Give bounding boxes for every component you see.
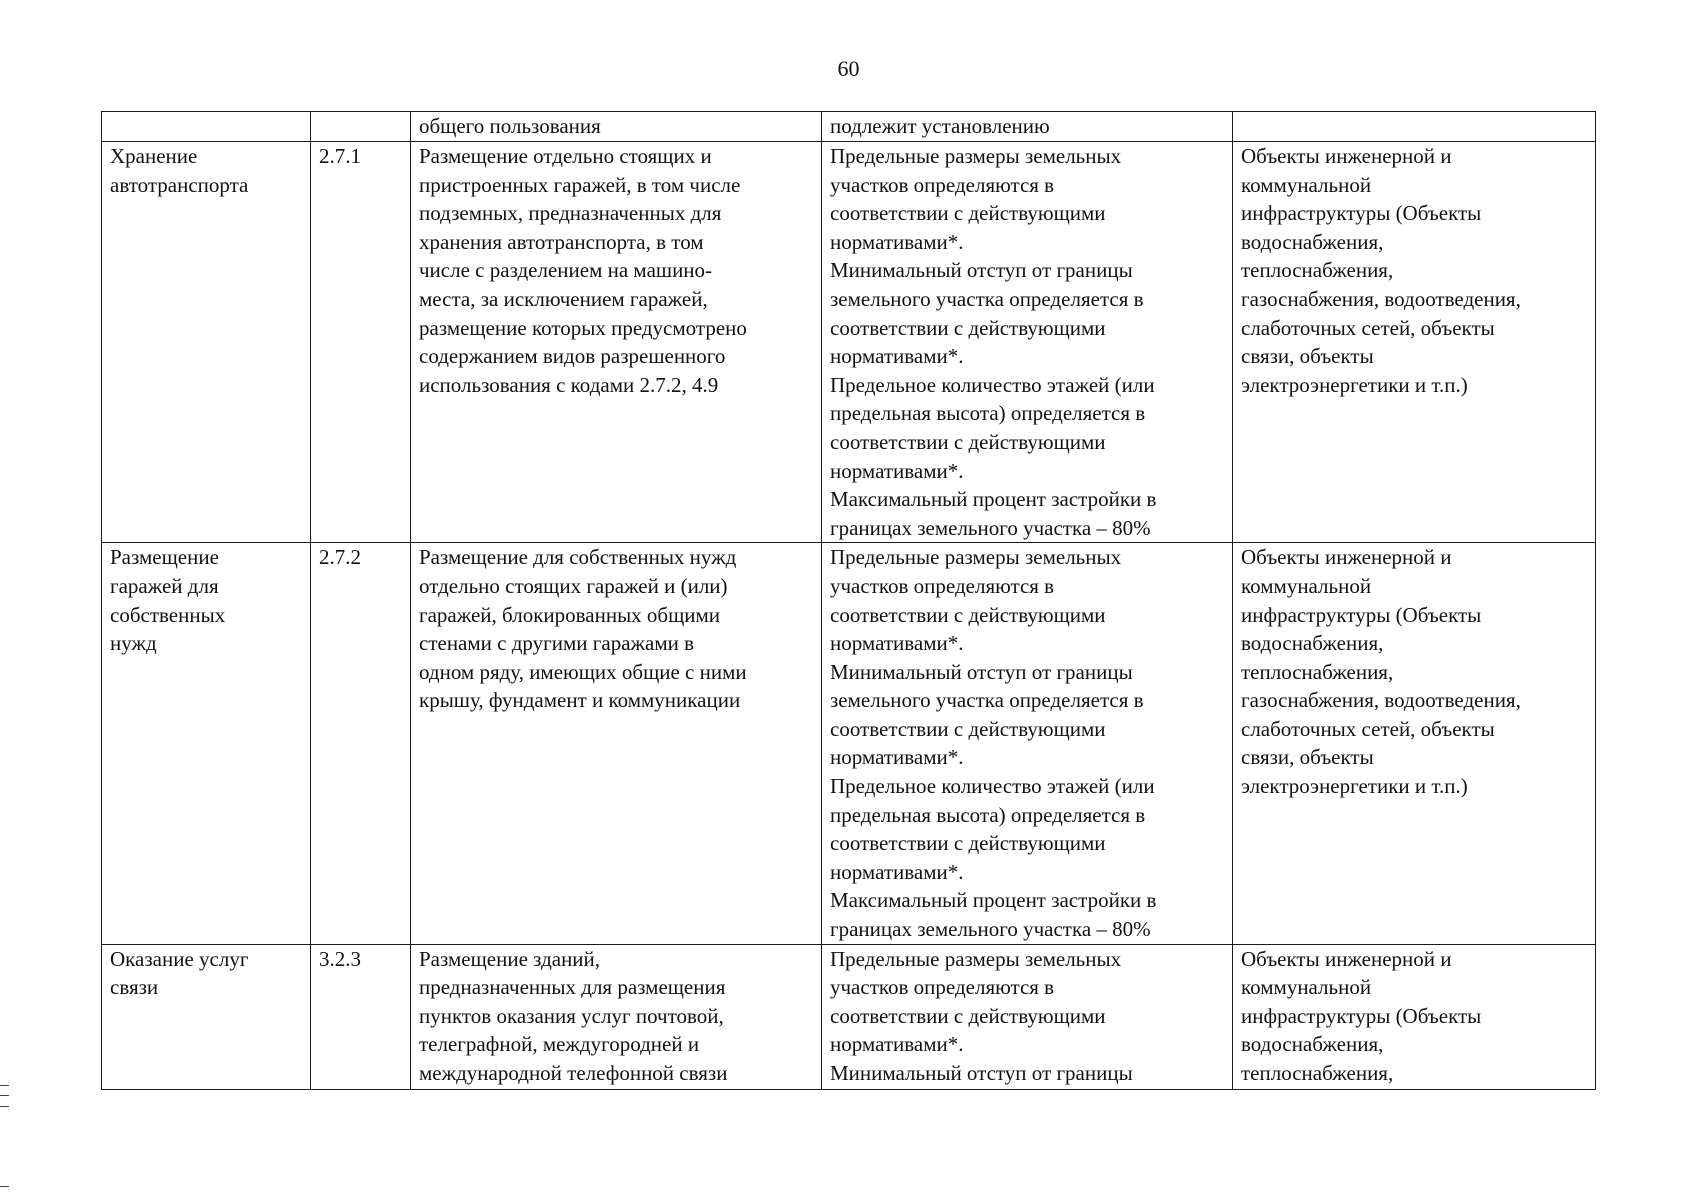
cell-name <box>102 112 311 142</box>
cell-description <box>411 543 822 944</box>
cell-parameters-text: Предельные размеры земельных участков определяются в соответствии с действующими нормативами*. Минимальный отступ от границы <box>830 946 1133 1085</box>
cell-code-text: 2.7.2 <box>319 545 361 570</box>
cell-code <box>311 944 411 1089</box>
cell-description-text: общего пользования <box>419 114 601 138</box>
cell-code <box>311 142 411 543</box>
cell-code <box>311 112 411 142</box>
cell-name-text: Размещение гаражей для собственных нужд <box>110 545 226 656</box>
cell-description-text: Размещение для собственных нужд отдельно стоящих гаражей и (или) гаражей, блокированных общими стенами с другими гаражами в одном ряду, имеющих общие с ними крышу, фундамент и коммуникации <box>419 545 747 713</box>
continuation-row <box>102 112 1596 142</box>
cell-parameters-text: Предельные размеры земельных участков определяются в соответствии с действующими нормативами*. Минимальный отступ от границы земельного участка определяется в соответствии с действующими нормативами*. Предельное количество этажей (или предельная высота) определяется в соответствии с действующими нормативами*. Максимальный процент застройки в границах земельного участка – 80% <box>830 545 1157 942</box>
cell-auxiliary <box>1233 112 1596 142</box>
cell-auxiliary-text: Объекты инженерной и коммунальной инфраструктуры (Объекты водоснабжения, теплоснабжения, газоснабжения, водоотведения, слаботочных сетей, объекты связи, объекты электроэнергетики и т.п.) <box>1241 144 1521 397</box>
cell-parameters <box>822 142 1233 543</box>
cell-auxiliary-text: Объекты инженерной и коммунальной инфраструктуры (Объекты водоснабжения, теплоснабжения, газоснабжения, водоотведения, слаботочных сетей, объекты связи, объекты электроэнергетики и т.п.) <box>1241 545 1521 799</box>
cell-description <box>411 142 822 543</box>
table-row <box>102 142 1596 543</box>
cell-parameters <box>822 944 1233 1089</box>
cell-name <box>102 543 311 944</box>
cell-auxiliary-text: Объекты инженерной и коммунальной инфраструктуры (Объекты водоснабжения, теплоснабжения, <box>1241 946 1482 1085</box>
page-number: 60 <box>837 56 860 81</box>
land-use-table <box>101 111 1596 1090</box>
cell-parameters <box>822 543 1233 944</box>
cell-description-text: Размещение зданий, предназначенных для размещения пунктов оказания услуг почтовой, телеграфной, междугородней и международной телефонной связи <box>419 946 728 1085</box>
cell-name <box>102 944 311 1089</box>
cell-code-text: 3.2.3 <box>319 946 361 971</box>
cell-code <box>311 543 411 944</box>
cell-auxiliary <box>1233 944 1596 1089</box>
cell-parameters-text: подлежит установлению <box>830 114 1050 138</box>
margin-binding-mark <box>0 1085 9 1107</box>
table-row <box>102 944 1596 1089</box>
cell-description <box>411 944 822 1089</box>
margin-tick-mark <box>0 1186 9 1187</box>
cell-auxiliary <box>1233 142 1596 543</box>
cell-description <box>411 112 822 142</box>
cell-auxiliary <box>1233 543 1596 944</box>
cell-parameters <box>822 112 1233 142</box>
cell-code-text: 2.7.1 <box>319 144 361 168</box>
cell-name-text: Оказание услуг связи <box>110 946 249 1000</box>
table-row <box>102 543 1596 944</box>
cell-name-text: Хранение автотранспорта <box>110 144 249 197</box>
cell-description-text: Размещение отдельно стоящих и пристроенных гаражей, в том числе подземных, предназначенных для хранения автотранспорта, в том числе с разделением на машино- места, за исключением гаражей, размещение которых предусмотрено содержанием видов разрешенного использования с кодами 2.7.2, 4.9 <box>419 144 747 397</box>
cell-parameters-text: Предельные размеры земельных участков определяются в соответствии с действующими нормативами*. Минимальный отступ от границы земельного участка определяется в соответствии с действующими нормативами*. Предельное количество этажей (или предельная высота) определяется в соответствии с действующими нормативами*. Максимальный процент застройки в границах земельного участка – 80% <box>830 144 1157 540</box>
cell-name <box>102 142 311 543</box>
